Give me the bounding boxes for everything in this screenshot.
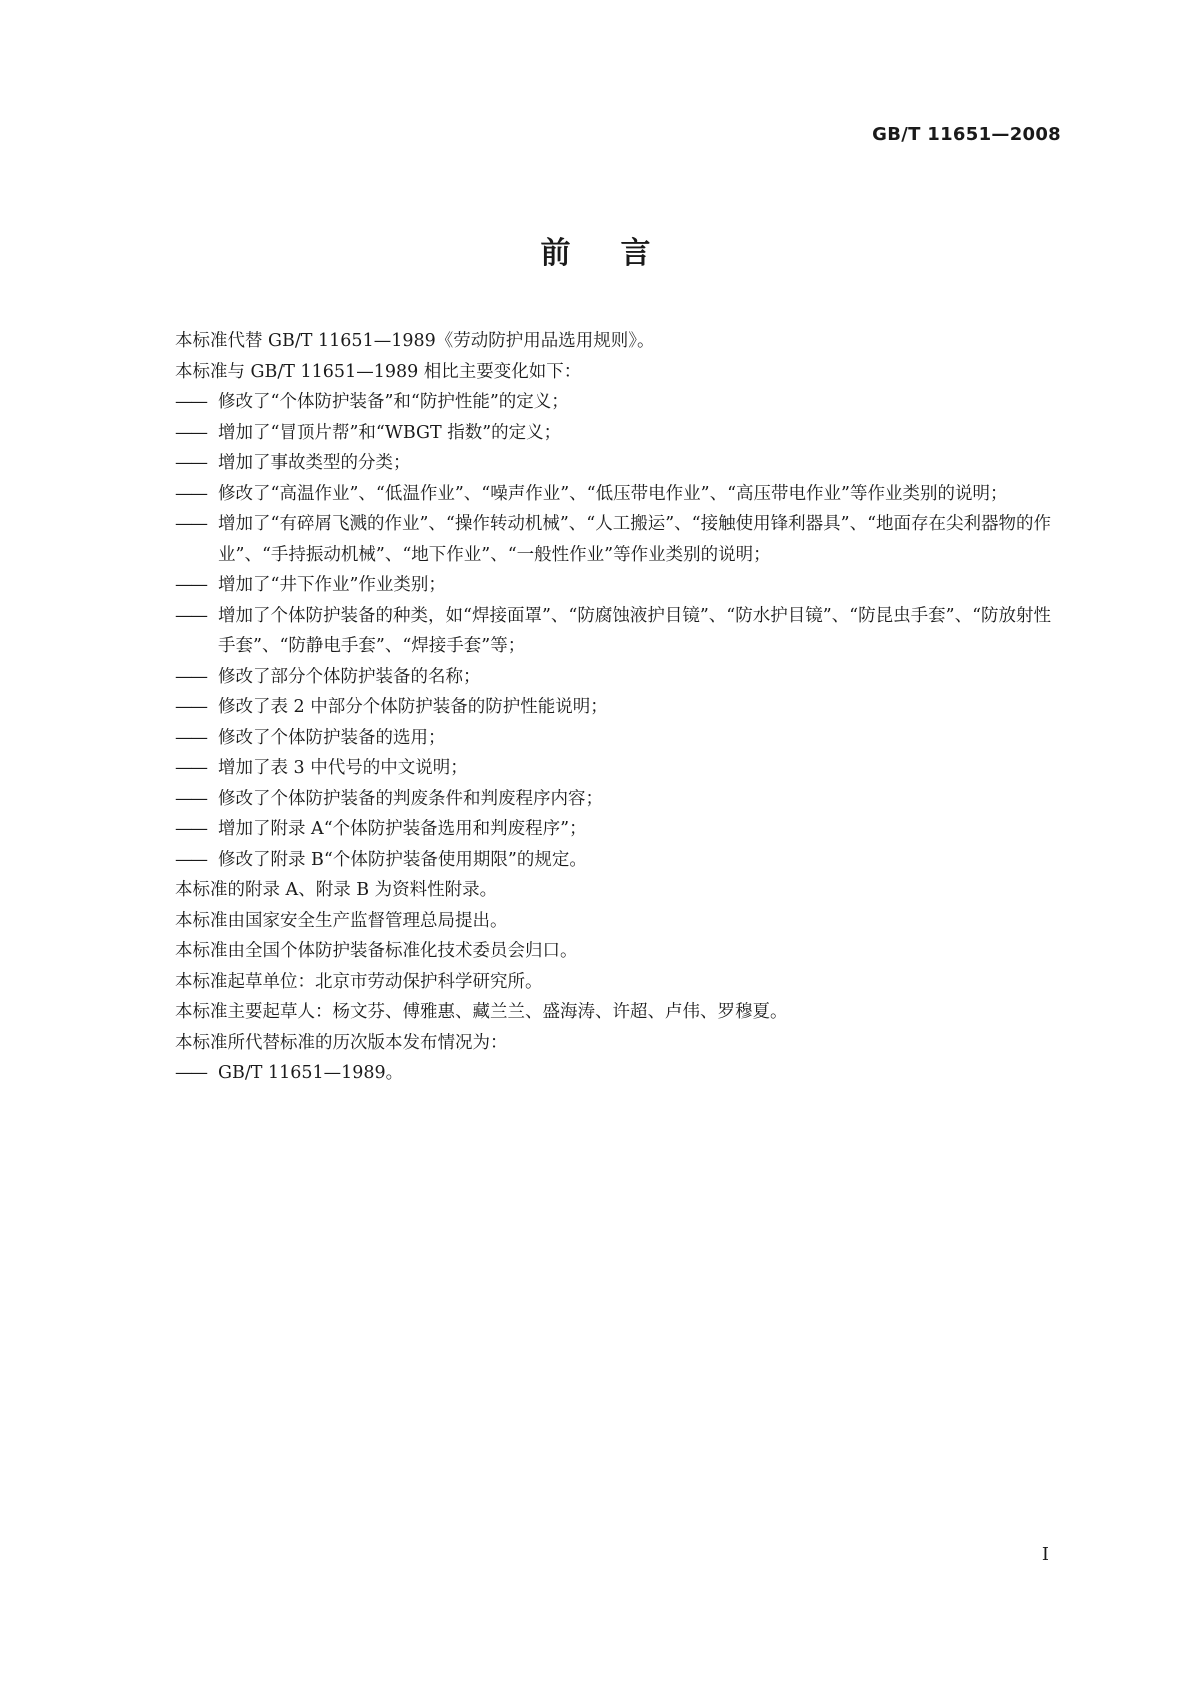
change-text: 修改了部分个体防护装备的名称； <box>218 666 481 687</box>
dash-mark: —— <box>175 849 206 870</box>
change-text: 增加了事故类型的分类； <box>218 453 411 473</box>
intro-paragraph: 本标准代替 GB/T 11651—1989《劳动防护用品选用规则》。 <box>175 331 655 351</box>
dash-mark: —— <box>175 392 206 412</box>
closing-paragraph: 本标准由国家安全生产监督管理总局提出。 <box>175 910 508 931</box>
change-text: 修改了表 2 中部分个体防护装备的防护性能说明； <box>218 697 608 717</box>
change-item <box>175 418 1055 449</box>
change-item <box>175 723 1055 754</box>
change-item <box>175 845 1055 876</box>
change-item <box>175 662 1055 693</box>
change-text: 修改了“个体防护装备”和“防护性能”的定义； <box>218 392 569 412</box>
change-text: 增加了附录 A“个体防护装备选用和判废程序”； <box>218 819 587 839</box>
change-text: 增加了“井下作业”作业类别； <box>218 575 446 595</box>
dash-mark: —— <box>175 727 206 748</box>
change-text: 增加了“有碎屑飞溅的作业”、“操作转动机械”、“人工搬运”、“接触使用锋利器具”、“地面存在尖利器物的作业”、“手持振动机械”、“地下作业”、“一般性作业”等作业类别的说明； <box>218 514 1052 565</box>
change-text: 修改了个体防护装备的选用； <box>218 727 446 748</box>
change-text: 修改了“高温作业”、“低温作业”、“噪声作业”、“低压带电作业”、“高压带电作业”等作业类别的说明； <box>218 483 1008 504</box>
change-item <box>175 601 1055 662</box>
dash-mark: —— <box>175 697 206 717</box>
standard-number: GB/T 11651—2008 <box>872 124 1061 145</box>
dash-mark: —— <box>175 1063 206 1083</box>
closing-paragraph: 本标准的附录 A、附录 B 为资料性附录。 <box>175 880 498 900</box>
change-text: 增加了表 3 中代号的中文说明； <box>218 758 468 778</box>
previous-edition-text: GB/T 11651—1989。 <box>218 1063 404 1083</box>
change-item <box>175 784 1055 815</box>
change-item <box>175 448 1055 479</box>
change-item <box>175 814 1055 845</box>
foreword-body <box>175 326 1055 1089</box>
change-item <box>175 479 1055 510</box>
dash-mark: —— <box>175 453 206 473</box>
dash-mark: —— <box>175 666 206 687</box>
dash-mark: —— <box>175 605 206 626</box>
dash-mark: —— <box>175 575 206 595</box>
previous-edition-item <box>175 1058 1055 1089</box>
change-text: 增加了个体防护装备的种类，如“焊接面罩”、“防腐蚀液护目镜”、“防水护目镜”、“防昆虫手套”、“防放射性手套”、“防静电手套”、“焊接手套”等； <box>218 605 1052 656</box>
dash-mark: —— <box>175 514 206 534</box>
change-item <box>175 570 1055 601</box>
closing-paragraph: 本标准由全国个体防护装备标准化技术委员会归口。 <box>175 941 578 961</box>
closing-paragraph: 本标准起草单位：北京市劳动保护科学研究所。 <box>175 971 543 992</box>
change-text: 增加了“冒顶片帮”和“WBGT 指数”的定义； <box>218 422 562 443</box>
change-item <box>175 692 1055 723</box>
change-text: 修改了个体防护装备的判废条件和判废程序内容； <box>218 788 603 809</box>
dash-mark: —— <box>175 788 206 809</box>
dash-mark: —— <box>175 819 206 839</box>
change-item <box>175 387 1055 418</box>
page-title: 前言 <box>540 236 701 271</box>
change-item <box>175 753 1055 784</box>
intro-paragraph: 本标准与 GB/T 11651—1989 相比主要变化如下： <box>175 361 582 382</box>
change-item <box>175 509 1055 570</box>
closing-paragraph: 本标准所代替标准的历次版本发布情况为： <box>175 1032 508 1053</box>
dash-mark: —— <box>175 422 206 443</box>
page-number: I <box>1041 1544 1049 1565</box>
dash-mark: —— <box>175 758 206 778</box>
dash-mark: —— <box>175 483 206 504</box>
change-text: 修改了附录 B“个体防护装备使用期限”的规定。 <box>218 849 587 870</box>
closing-paragraph: 本标准主要起草人：杨文芬、傅雅惠、藏兰兰、盛海涛、许超、卢伟、罗穆夏。 <box>175 1002 788 1022</box>
